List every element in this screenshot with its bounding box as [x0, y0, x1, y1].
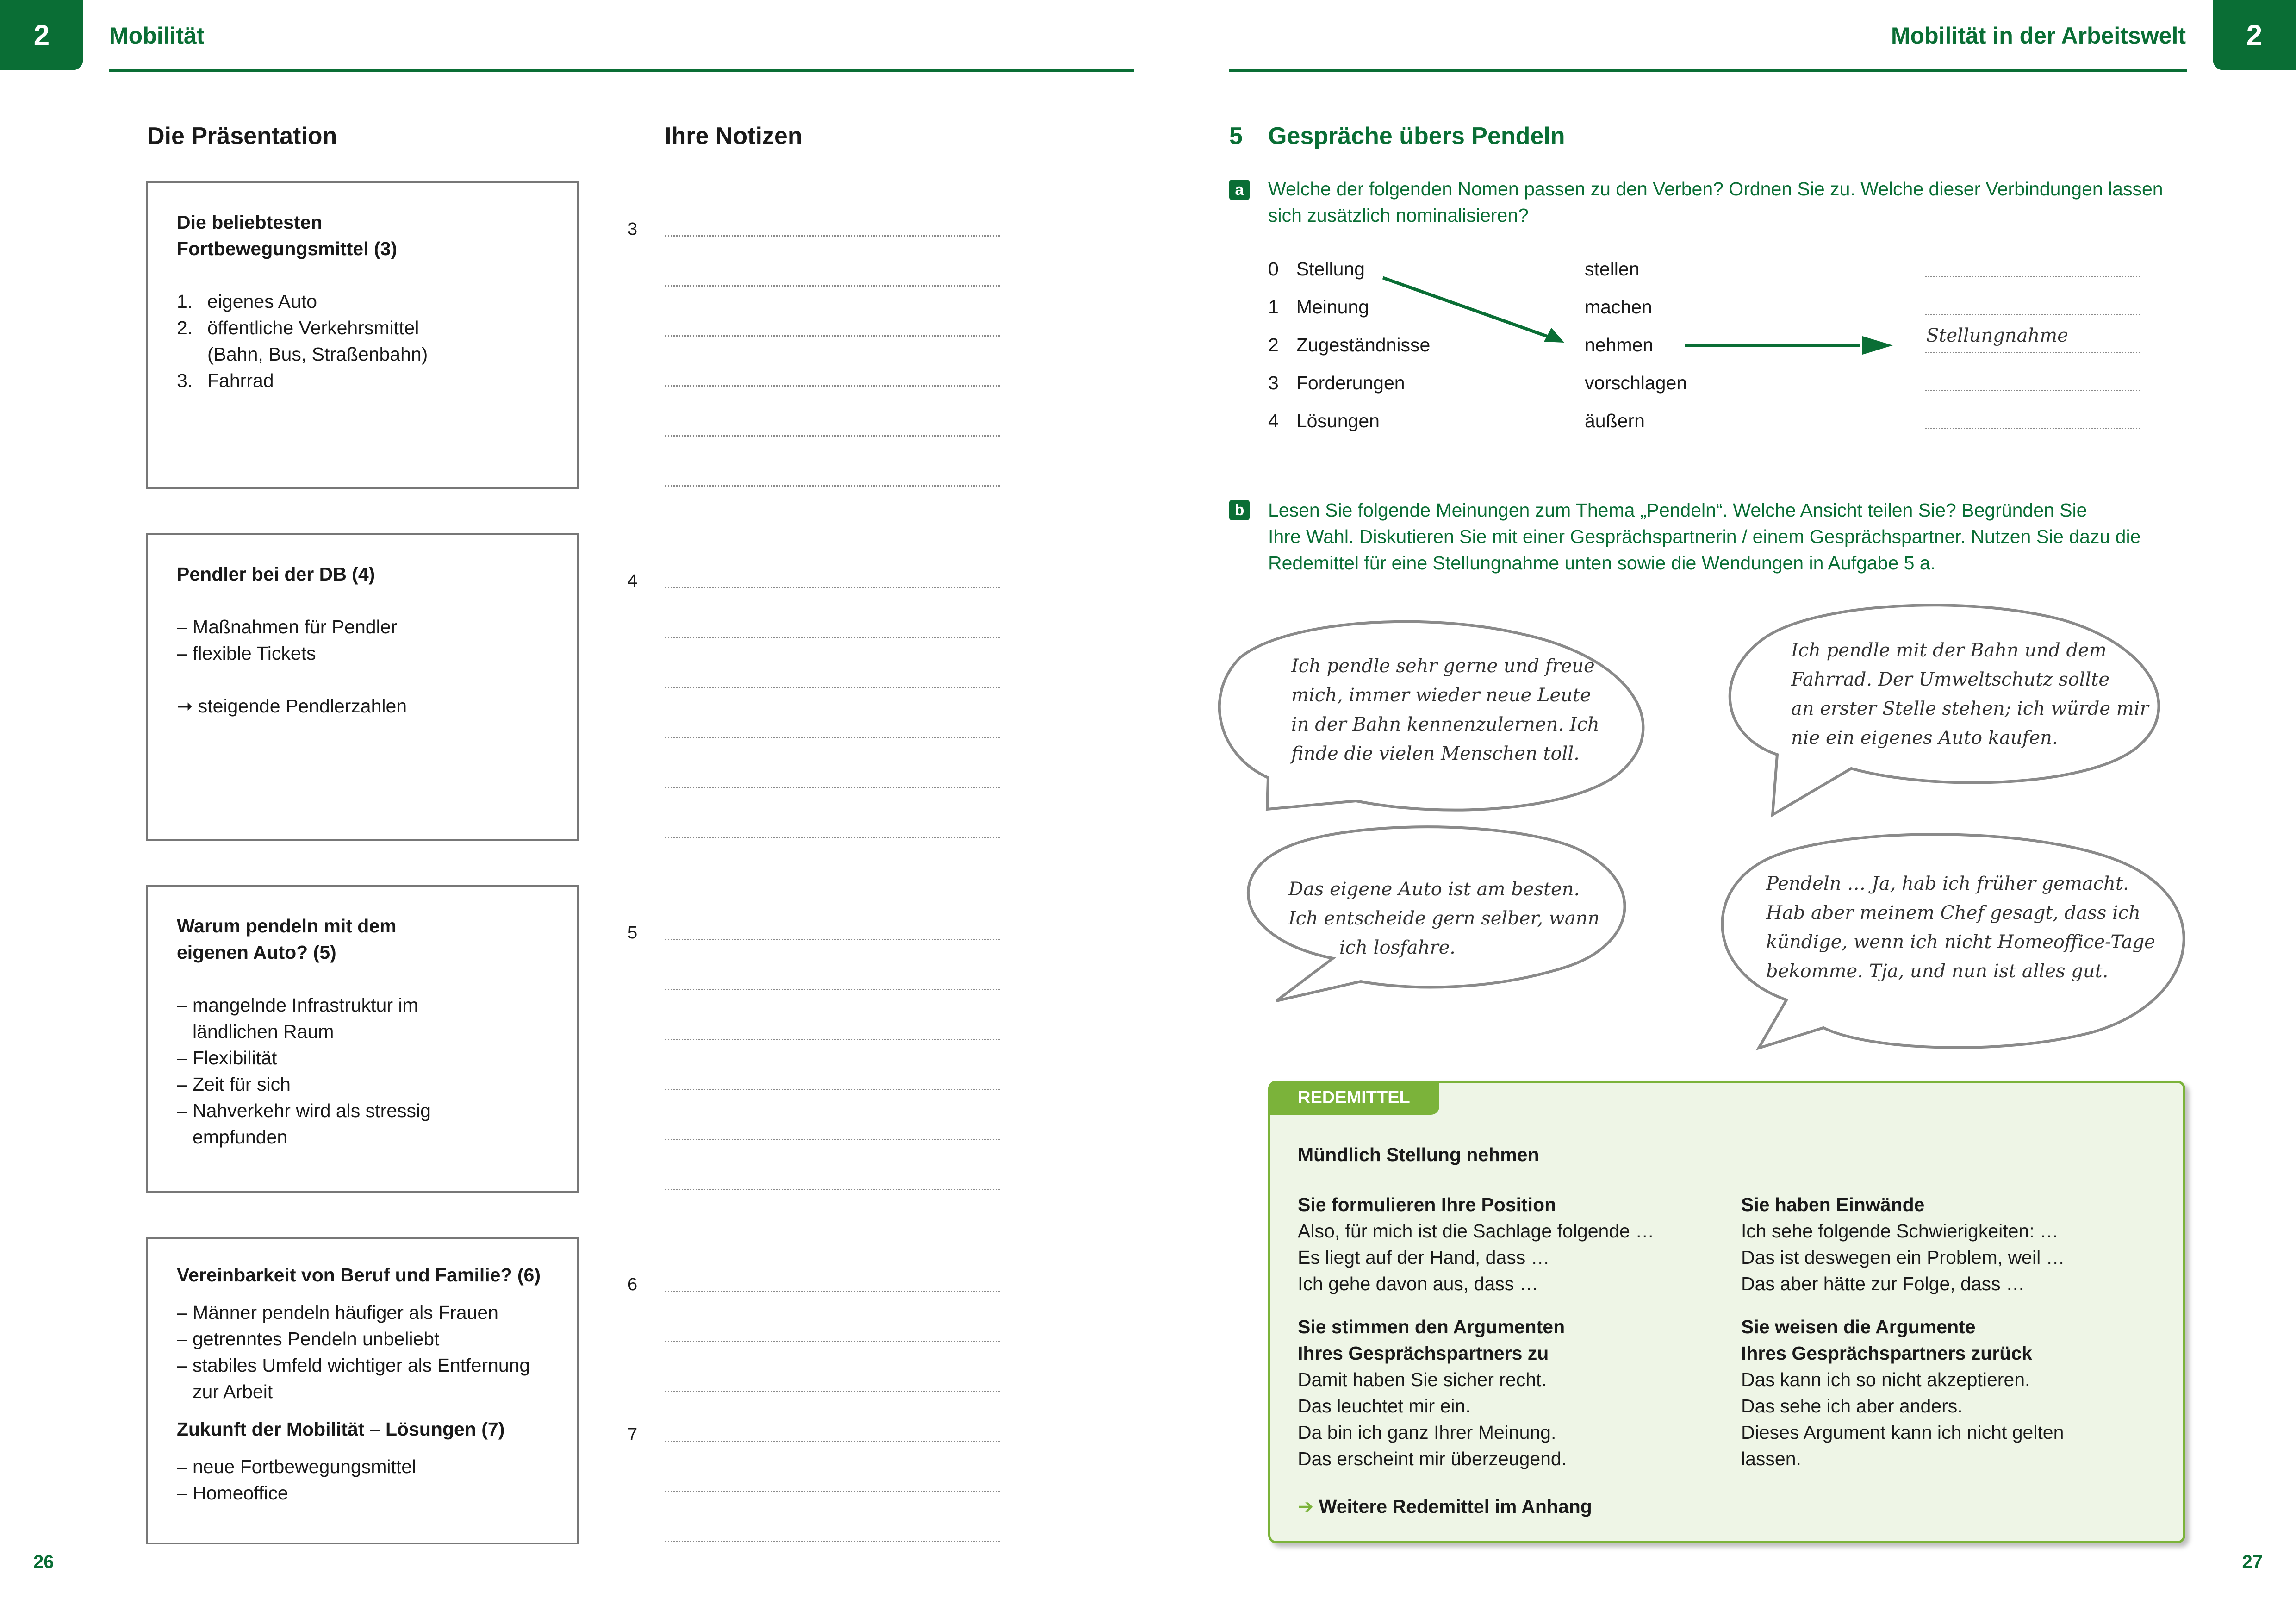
page-number-right: 27 [2242, 1552, 2263, 1572]
chapter-tab-right: 2 [2213, 0, 2296, 70]
task-b-instruction: Lesen Sie folgende Meinungen zum Thema „Pendeln“. Welche Ansicht teilen Sie? Begründen Sie Ihre Wahl. Diskutieren Sie mit einer Gesprächspartnerin / einem Gesprächspartner. Nutzen Sie dazu die Redemittel für eine Stellungnahme unten sowie die Wendungen in Aufgabe 5 a. [1268, 500, 2141, 574]
list-item: 3. Fahrrad [177, 370, 274, 391]
bubble-text-2: Ich pendle mit der Bahn und dem Fahrrad. Der Umweltschutz sollte an erster Stelle stehen; ich würde mir nie ein eigenes Auto kaufen. [1791, 640, 2149, 749]
bubble-text-3: Das eigene Auto ist am besten. Ich entscheide gern selber, wann ich losfahre. [1288, 879, 1600, 958]
note-number: 7 [628, 1425, 638, 1444]
bubble-text-4: Pendeln … Ja, hab ich früher gemacht. Hab aber meinem Chef gesagt, dass ich kündige, wenn ich nicht Homeoffice-Tage bekomme. Tja, und nun ist alles gut. [1766, 873, 2155, 982]
list-item: – flexible Tickets [177, 643, 316, 664]
verb-item: vorschlagen [1585, 372, 1687, 394]
more-redemittel-link[interactable]: ➔ Weitere Redemittel im Anhang [1298, 1496, 1592, 1517]
bubble-text-1: Ich pendle sehr gerne und freue mich, immer wieder neue Leute in der Bahn kennenzulernen. Ich finde die vielen Menschen toll. [1291, 656, 1599, 764]
slide-title-line: Pendler bei der DB (4) [177, 563, 375, 585]
slide-title-line: Vereinbarkeit von Beruf und Familie? (6) [177, 1264, 541, 1286]
exercise-number: 5 [1229, 123, 1243, 150]
slide-title-line: Fortbewegungsmittel (3) [177, 238, 398, 259]
slide-title-line: Die beliebtesten [177, 212, 323, 233]
redemittel-group-reject: Sie weisen die Argumente Ihres Gesprächspartners zurück Das kann ich so nicht akzeptieren. Das sehe ich aber anders. Dieses Argument kann ich nicht gelten lassen. [1741, 1316, 2064, 1469]
redemittel-group-agree: Sie stimmen den Argumenten Ihres Gesprächspartners zu Damit haben Sie sicher recht. Das leuchtet mir ein. Da bin ich ganz Ihrer Meinung. Das erscheint mir überzeugend. [1298, 1316, 1567, 1469]
verb-item: stellen [1585, 258, 1640, 280]
noun-item: 4 Lösungen [1268, 410, 1380, 431]
exercise-title: Gespräche übers Pendeln [1268, 123, 1565, 150]
redemittel-tab: REDEMITTEL [1268, 1081, 1439, 1115]
slide-subtitle: Zukunft der Mobilität – Lösungen (7) [177, 1418, 505, 1440]
list-item: – Männer pendeln häufiger als Frauen [177, 1302, 498, 1323]
list-item: – mangelnde Infrastruktur im ländlichen Raum [177, 994, 418, 1042]
verb-item: nehmen [1585, 334, 1654, 356]
running-head-right: Mobilität in der Arbeitswelt [1891, 23, 2186, 49]
list-item: 1. eigenes Auto [177, 291, 317, 312]
list-item: – Nahverkehr wird als stressig empfunden [177, 1100, 431, 1148]
redemittel-group-objections: Sie haben Einwände Ich sehe folgende Schwierigkeiten: … Das ist deswegen ein Problem, weil … Das aber hätte zur Folge, dass … [1741, 1194, 2065, 1294]
noun-item: 1 Meinung [1268, 296, 1369, 318]
running-head-left: Mobilität [109, 23, 205, 49]
note-number: 5 [628, 923, 638, 943]
redemittel-group-position: Sie formulieren Ihre Position Also, für mich ist die Sachlage folgende … Es liegt auf der Hand, dass … Ich gehe davon aus, dass … [1298, 1194, 1655, 1294]
noun-item: 3 Forderungen [1268, 372, 1405, 394]
task-label-b: b [1229, 500, 1250, 520]
note-number: 4 [628, 571, 638, 591]
list-item: – Maßnahmen für Pendler [177, 616, 398, 637]
page-number-left: 26 [33, 1552, 54, 1572]
task-a-instruction: Welche der folgenden Nomen passen zu den Verben? Ordnen Sie zu. Welche dieser Verbindungen lassen sich zusätzlich nominalisieren? [1268, 178, 2163, 226]
list-item: – Zeit für sich [177, 1074, 291, 1095]
slide-title-line: eigenen Auto? (5) [177, 942, 336, 963]
list-item: – getrenntes Pendeln unbeliebt [177, 1328, 440, 1349]
list-item: – neue Fortbewegungsmittel [177, 1456, 417, 1477]
noun-item: 2 Zugeständnisse [1268, 334, 1431, 356]
task-label-a: a [1229, 180, 1250, 200]
slide-title-line: Warum pendeln mit dem [177, 915, 397, 937]
arrow-item: ➞ steigende Pendlerzahlen [177, 695, 407, 717]
notes-heading: Ihre Notizen [665, 123, 803, 150]
noun-item: 0 Stellung [1268, 258, 1365, 280]
example-answer: Stellungnahme [1926, 325, 2068, 346]
verb-item: äußern [1585, 410, 1645, 431]
note-number: 6 [628, 1275, 638, 1294]
redemittel-heading: Mündlich Stellung nehmen [1298, 1144, 1539, 1165]
arrow-icon: ➞ [177, 695, 198, 717]
list-item: – Homeoffice [177, 1482, 288, 1504]
presentation-heading: Die Präsentation [147, 123, 337, 150]
list-item: – Flexibilität [177, 1047, 277, 1068]
list-item: – stabiles Umfeld wichtiger als Entfernung zur Arbeit [177, 1355, 530, 1402]
note-number: 3 [628, 219, 638, 239]
chapter-tab-left: 2 [0, 0, 83, 70]
list-item: 2. öffentliche Verkehrsmittel (Bahn, Bus, Straßenbahn) [177, 317, 428, 365]
arrow-right-icon: ➔ [1298, 1496, 1319, 1517]
verb-item: machen [1585, 296, 1652, 318]
